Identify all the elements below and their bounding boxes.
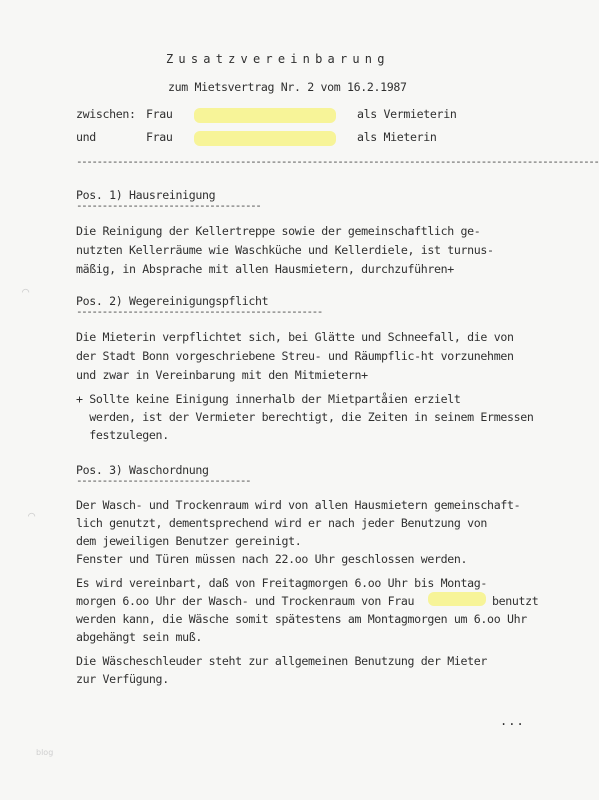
section3-underline: ---------------------------------- — [76, 474, 251, 487]
section1-line: nutzten Kellerräume wie Waschküche und Kellerdiele, ist turnus- — [76, 243, 494, 257]
section3-p3-line: zur Verfügung. — [76, 672, 169, 686]
document-subtitle: zum Mietsvertrag Nr. 2 vom 16.2.1987 — [168, 80, 407, 94]
party2-salutation: Frau — [146, 130, 173, 144]
party1-salutation: Frau — [146, 107, 173, 121]
section3-p1-line: lich genutzt, dementsprechend wird er nach jeder Benutzung von — [76, 516, 488, 530]
section3-p2-line: morgen 6.oo Uhr der Wasch- und Trockenraum von Frau — [76, 594, 415, 608]
section1-line: mäßig, in Absprache mit allen Hausmietern, durchzuführen+ — [76, 262, 454, 276]
section3-p2-line: abgehängt sein muß. — [76, 630, 202, 644]
section2-underline: ------------------------------------------------ — [76, 305, 322, 318]
section2-line: und zwar in Vereinbarung mit den Mitmietern+ — [76, 368, 368, 382]
section3-p1-line: Der Wasch- und Trockenraum wird von allen Hausmietern gemeinschaft- — [76, 498, 521, 512]
punch-hole-mark: ⌒ — [22, 284, 30, 298]
section2-note-line: werden, ist der Vermieter berechtigt, die Zeiten in seinem Ermessen — [76, 410, 534, 424]
section3-p2-line: Es wird vereinbart, daß von Freitagmorgen 6.oo Uhr bis Montag- — [76, 576, 488, 590]
document-title: Zusatzvereinbarung — [166, 52, 390, 66]
section1-underline: ------------------------------------ — [76, 199, 261, 212]
punch-hole-mark: ⌒ — [28, 508, 36, 522]
section2-note-line: festzulegen. — [76, 428, 169, 442]
watermark: blog — [36, 748, 54, 757]
section2-note-line: + Sollte keine Einigung innerhalb der Mietpartåien erzielt — [76, 392, 461, 406]
section1-heading: Pos. 1) Hausreinigung — [76, 188, 216, 202]
section2-heading: Pos. 2) Wegereinigungspflicht — [76, 294, 269, 308]
divider-line: ------------------------------------------------------------------------------------------------------ — [76, 155, 599, 168]
section3-p2-line: werden kann, die Wäsche somit spätestens am Montagmorgen um 6.oo Uhr — [76, 612, 527, 626]
party2-label: und — [76, 130, 96, 144]
redaction-highlight-tenant — [194, 131, 336, 146]
section2-line: der Stadt Bonn vorgeschriebene Streu- und Räumpflic-ht vorzunehmen — [76, 349, 514, 363]
section3-p1-line: Fenster und Türen müssen nach 22.oo Uhr geschlossen werden. — [76, 552, 468, 566]
section3-p1-line: dem jeweiligen Benutzer gereinigt. — [76, 534, 302, 548]
section3-heading: Pos. 3) Waschordnung — [76, 463, 209, 477]
section2-line: Die Mieterin verpflichtet sich, bei Glätte und Schneefall, die von — [76, 330, 514, 344]
section1-line: Die Reinigung der Kellertreppe sowie der gemeinschaftlich ge- — [76, 224, 481, 238]
redaction-highlight-name — [428, 592, 486, 606]
continuation-marker: ... — [500, 714, 525, 728]
section3-p3-line: Die Wäscheschleuder steht zur allgemeinen Benutzung der Mieter — [76, 654, 488, 668]
party1-label: zwischen: — [76, 107, 136, 121]
section3-p2-line: benutzt — [492, 594, 539, 608]
redaction-highlight-landlord — [194, 108, 336, 123]
party1-role: als Vermieterin — [357, 107, 457, 121]
party2-role: als Mieterin — [357, 130, 437, 144]
